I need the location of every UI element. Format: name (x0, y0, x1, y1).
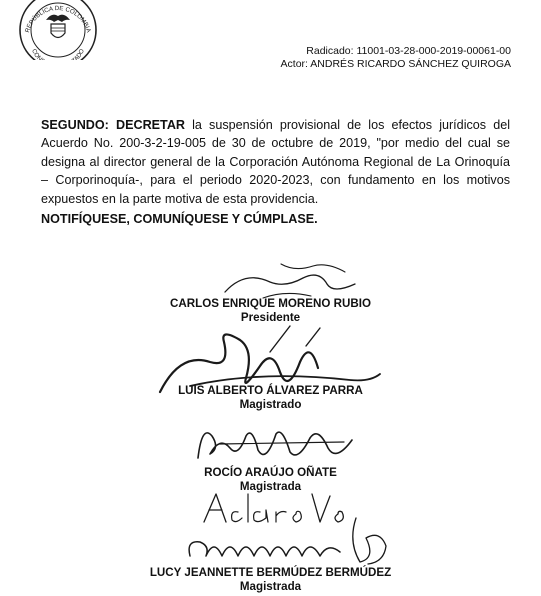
actor-name: Actor: ANDRÉS RICARDO SÁNCHEZ QUIROGA (280, 58, 511, 70)
signatory-role: Magistrada (239, 580, 302, 593)
signatory-name: LUIS ALBERTO ÁLVAREZ PARRA (178, 384, 363, 397)
signatory-role: Presidente (240, 311, 301, 324)
resolution-lead: SEGUNDO: DECRETAR (41, 118, 186, 132)
signatory-name: LUCY JEANNETTE BERMÚDEZ BERMÚDEZ (149, 566, 392, 579)
signatory-name: CARLOS ENRIQUE MORENO RUBIO (170, 297, 371, 310)
signatory-block-1 (0, 297, 541, 325)
signature-bermudez (180, 512, 395, 570)
radicado-number: Radicado: 11001-03-28-000-2019-00061-00 (306, 45, 511, 57)
resolution-paragraph (41, 116, 510, 208)
seal-top-text: REPÚBLICA DE COLOMBIA (24, 4, 92, 34)
resolution-text: la suspensión provisional de los efectos jurídicos del Acuerdo No. 200-3-2-19-005 de 30 de octubre de 2019, "por medio del cual se designa al director general de la Corporación Autónoma Regional de La Orinoquía – Corporinoquía-, para el periodo 2020-2023, con fundamento en los motivos expuestos en la parte motiva de esta providencia. (41, 118, 510, 206)
signatory-block-2 (0, 384, 541, 412)
svg-text:CONSEJO DE ESTADO (30, 48, 86, 60)
signatory-name: ROCÍO ARAÚJO OÑATE (204, 466, 337, 479)
closing-statement: NOTIFÍQUESE, COMUNÍQUESE Y CÚMPLASE. (41, 212, 318, 226)
signatory-block-4 (0, 566, 541, 594)
signatory-role: Magistrada (239, 480, 302, 493)
seal-bottom-text: CON ADO (30, 47, 86, 60)
signatory-role: Magistrado (239, 398, 302, 411)
case-header (281, 45, 511, 71)
signature-araujo (190, 418, 365, 470)
consejo-de-estado-seal (16, 0, 100, 60)
